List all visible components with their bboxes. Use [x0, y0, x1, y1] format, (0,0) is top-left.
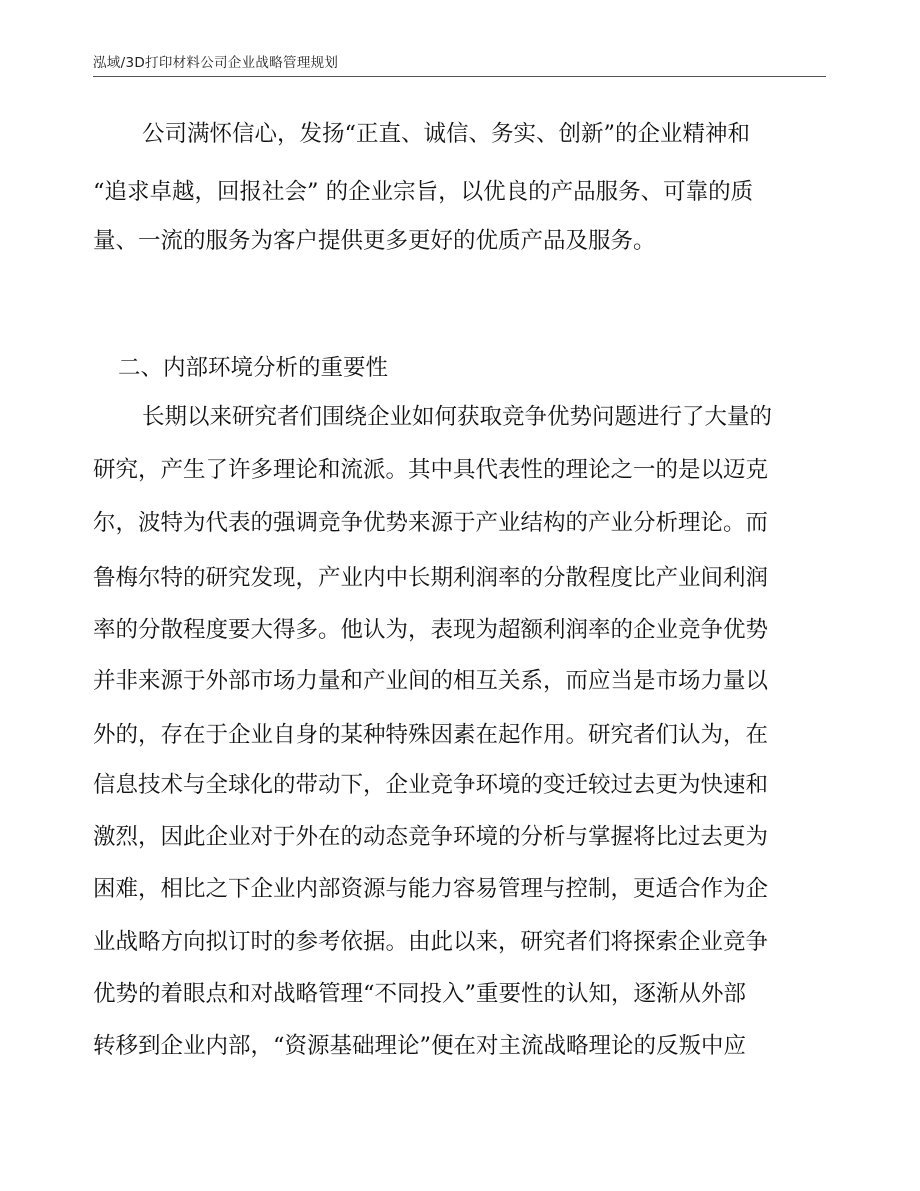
paragraph-line: 量、一流的服务为客户提供更多更好的优质产品及服务。 — [93, 228, 656, 254]
paragraph-line: 长期以来研究者们围绕企业如何获取竞争优势问题进行了大量的 — [142, 404, 773, 430]
paragraph-line: 并非来源于外部市场力量和产业间的相互关系，而应当是市场力量以 — [93, 668, 769, 694]
paragraph-line: 外的，存在于企业自身的某种特殊因素在起作用。研究者们认为，在 — [93, 722, 769, 748]
paragraph-line: 优势的着眼点和对战略管理“不同投入”重要性的认知，逐渐从外部 — [93, 981, 747, 1007]
paragraph-line: 公司满怀信心，发扬“正直、诚信、务实、创新”的企业精神和 — [142, 121, 751, 147]
paragraph-line: 率的分散程度要大得多。他认为，表现为超额利润率的企业竞争优势 — [93, 617, 769, 643]
section-heading: 二、内部环境分析的重要性 — [118, 355, 389, 381]
paragraph-line: 信息技术与全球化的带动下，企业竞争环境的变迁较过去更为快速和 — [93, 772, 769, 798]
header-divider — [93, 76, 826, 77]
paragraph-line: “追求卓越，回报社会” 的企业宗旨，以优良的产品服务、可靠的质 — [93, 179, 754, 205]
paragraph-line: 研究，产生了许多理论和流派。其中具代表性的理论之一的是以迈克 — [93, 457, 769, 483]
page-header: 泓域/3D打印材料公司企业战略管理规划 — [93, 55, 339, 71]
paragraph-line: 激烈，因此企业对于外在的动态竞争环境的分析与掌握将比过去更为 — [93, 824, 769, 850]
paragraph-line: 尔，波特为代表的强调竞争优势来源于产业结构的产业分析理论。而 — [93, 510, 769, 536]
paragraph-line: 鲁梅尔特的研究发现，产业内中长期利润率的分散程度比产业间利润 — [93, 565, 769, 591]
paragraph-line: 业战略方向拟订时的参考依据。由此以来，研究者们将探索企业竞争 — [93, 929, 769, 955]
paragraph-line: 困难，相比之下企业内部资源与能力容易管理与控制，更适合作为企 — [93, 876, 769, 902]
paragraph-line: 转移到企业内部，“资源基础理论”便在对主流战略理论的反叛中应 — [93, 1033, 747, 1059]
